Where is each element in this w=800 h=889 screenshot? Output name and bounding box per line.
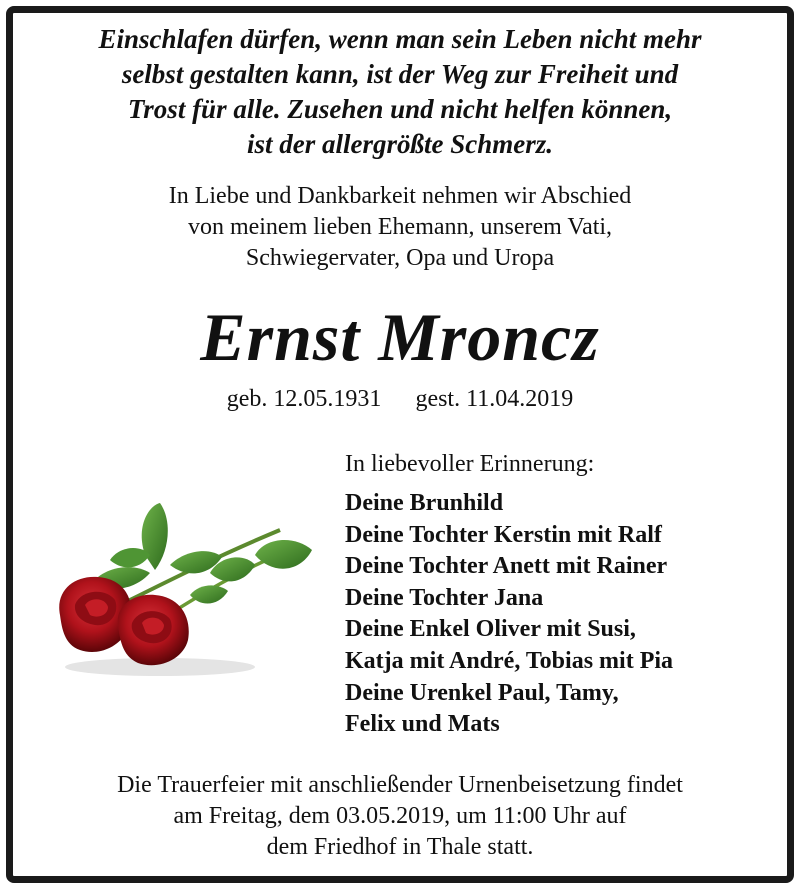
verse-line: selbst gestalten kann, ist der Weg zur Freiheit und	[121, 59, 679, 89]
deceased-name: Ernst Mroncz	[200, 299, 600, 375]
service-line: Die Trauerfeier mit anschließender Urnenbeisetzung findet	[117, 772, 683, 798]
life-dates	[0, 384, 800, 414]
farewell-intro	[0, 181, 800, 274]
memorial-verse	[0, 22, 800, 162]
intro-line: Schwiegervater, Opa und Uropa	[245, 245, 555, 271]
service-line: dem Friedhof in Thale statt.	[266, 834, 534, 860]
verse-line: Einschlafen dürfen, wenn man sein Leben nicht mehr	[98, 24, 702, 54]
mourner-line: Deine Enkel Oliver mit Susi,	[345, 616, 636, 643]
memory-heading: In liebevoller Erinnerung:	[345, 451, 595, 477]
mourner-line: Deine Tochter Jana	[345, 584, 544, 611]
funeral-service-info	[0, 770, 800, 863]
rose-right	[118, 595, 189, 665]
birth-date: geb. 12.05.1931	[226, 386, 382, 412]
mourner-line: Deine Urenkel Paul, Tamy,	[345, 679, 619, 706]
intro-line: von meinem lieben Ehemann, unserem Vati,	[187, 214, 613, 240]
mourners-list	[345, 488, 673, 741]
mourner-line: Deine Tochter Kerstin mit Ralf	[345, 521, 662, 548]
red-roses-image	[50, 495, 320, 685]
mourner-line: Deine Brunhild	[345, 490, 504, 516]
mourner-line: Katja mit André, Tobias mit Pia	[345, 647, 674, 674]
death-date: gest. 11.04.2019	[415, 386, 574, 412]
mourner-line: Deine Tochter Anett mit Rainer	[345, 553, 668, 580]
mourner-line: Felix und Mats	[345, 711, 500, 738]
verse-line: Trost für alle. Zusehen und nicht helfen können,	[127, 94, 673, 124]
service-line: am Freitag, dem 03.05.2019, um 11:00 Uhr auf	[173, 803, 627, 829]
intro-line: In Liebe und Dankbarkeit nehmen wir Abschied	[168, 183, 632, 209]
verse-line: ist der allergrößte Schmerz.	[246, 129, 553, 159]
